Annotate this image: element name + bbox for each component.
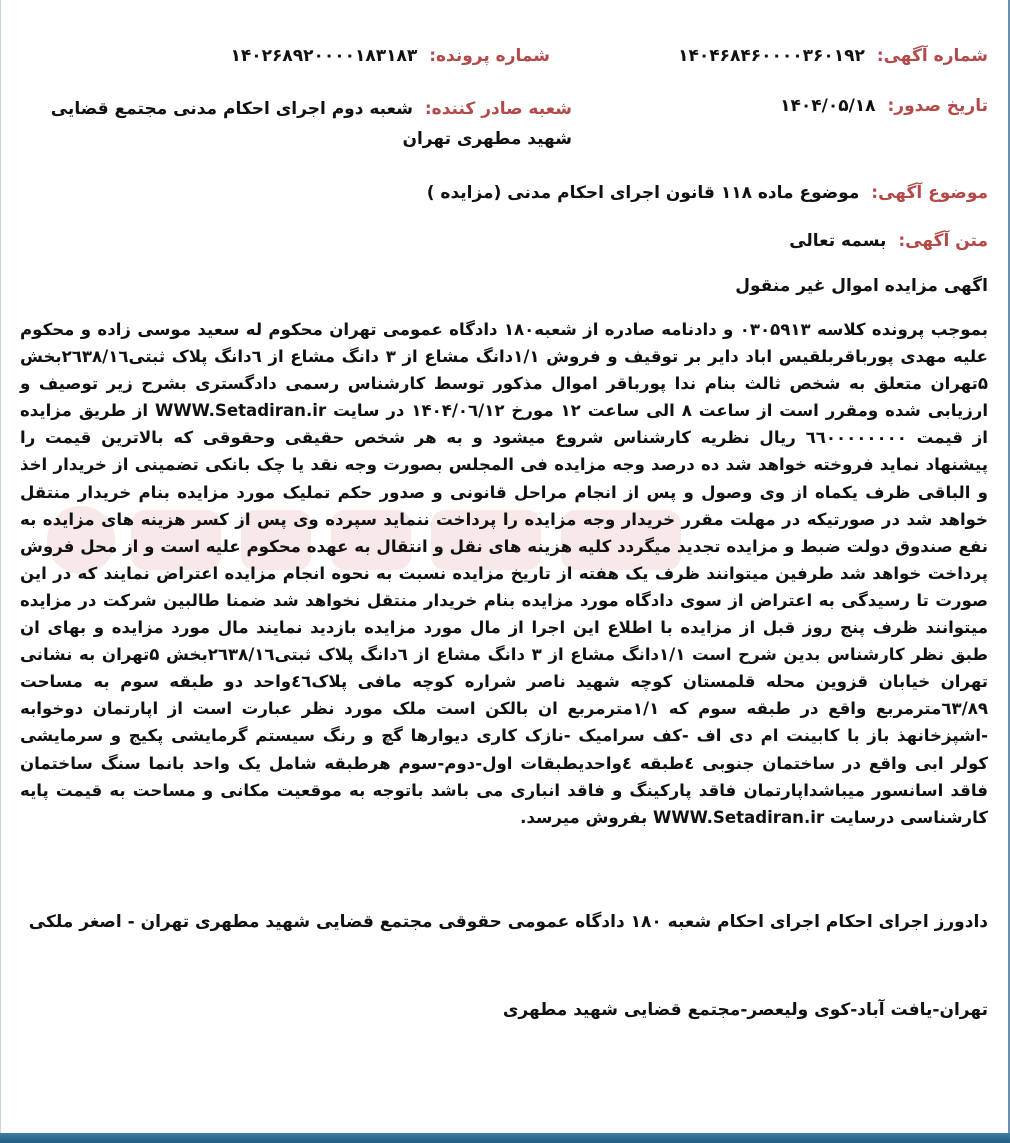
signature-line: دادورز اجرای احکام اجرای احکام شعبه ۱۸۰ دادگاه عمومی حقوقی مجتمع قضایی شهید مطهری تهران - اصغر ملکی (28, 912, 988, 932)
ad-number-row (678, 44, 988, 68)
issue-date-label: تاریخ صدور: (887, 96, 988, 116)
issue-date-value: ۱۴۰۴/۰۵/۱۸ (780, 96, 876, 116)
ad-title: اگهی مزایده اموال غیر منقول (735, 276, 988, 296)
case-number-row (230, 44, 550, 68)
issuing-branch-row (32, 94, 572, 154)
window-bottom-bar (0, 1133, 1010, 1143)
issuing-branch-value: شعبه دوم اجرای احکام مدنی مجتمع قضایی شهید مطهری تهران (50, 99, 572, 149)
subject-value: موضوع ماده ۱۱۸ قانون اجرای احکام مدنی (مزایده ) (426, 183, 860, 203)
court-address: تهران-یافت آباد-کوی ولیعصر-مجتمع قضایی شهید مطهری (502, 1000, 988, 1020)
subject-row (427, 181, 988, 205)
subject-label: موضوع آگهی: (871, 183, 988, 203)
case-number-label: شماره پرونده: (429, 46, 550, 66)
ad-number-label: شماره آگهی: (876, 46, 988, 66)
case-number-value: ۱۴۰۲۶۸۹۲۰۰۰۰۱۸۳۱۸۳ (230, 46, 418, 66)
ad-text-opening: بسمه تعالی (789, 231, 887, 251)
ad-number-value: ۱۴۰۴۶۸۴۶۰۰۰۰۳۶۰۱۹۲ (678, 46, 865, 66)
ad-body-text: بموجب پرونده کلاسه ۰۳۰۵۹۱۳ و دادنامه صادره از شعبه۱۸۰ دادگاه عمومی تهران محکوم له سعید موسی زاده و محکوم علیه مهدی پورباقربلقیس اباد دایر بر توقیف و فروش ۱/۱دانگ مشاع از ۳ دانگ مشاع از ٦دانگ پلاک ثبتی۲٦۳۸/۱٦بخش ۵تهران متعلق به شخص ثالث بنام ندا پورباقر اموال مذکور توسط کارشناس رسمی دادگستری بشرح زیر توصیف و ارزیابی شده ومقرر است از ساعت ۸ الی ساعت ۱۲ مورخ ۱۴۰۴/۰٦/۱۲ در سایت WWW.Setadiran.ir از طریق مزایده از قیمت ٦٦۰۰۰۰۰۰۰۰ ریال نظریه کارشناس شروع میشود و به هر شخص حقیقی وحقوقی که بالاترین قیمت را پیشنهاد نماید فروخته خواهد شد ده درصد وجه مزایده فی المجلس بصورت وجه نقد یا چک بانکی تضمینی از خریدار اخذ و الباقی ظرف یکماه از وی وصول و پس از انجام مراحل قانونی و صدور حکم تملیک مورد مزایده بنام خریدار منتقل خواهد شد در صورتیکه در مهلت مقرر خریدار وجه مزایده را پرداخت ننماید سپرده وی پس از کسر هزینه های مزایده به نفع صندوق دولت ضبط و مزایده تجدید میگردد کلیه هزینه های نقل و انتقال به عهده محکوم علیه است و از محل فروش پرداخت خواهد شد طرفین میتوانند ظرف یک هفته از تاریخ مزایده نسبت به نحوه انجام مزایده اعتراض نمایند که در این صورت تا رسیدگی به اعتراض از سوی دادگاه مورد مزایده بنام خریدار منتقل نخواهد شد ضمنا طالبین شرکت در مزایده میتوانند ظرف پنج روز قبل از مزایده با اطلاع این اجرا از مال مورد مزایده بازدید نمایند مال مورد مزایده و بهای ان طبق نظر کارشناس بدین شرح است ۱/۱دانگ مشاع از ۳ دانگ مشاع از ٦دانگ پلاک ثبتی۲٦۳۸/۱٦بخش ۵تهران به نشانی تهران خیابان قزوین محله قلمستان کوچه شهید ناصر شراره کوچه مافی پلاک٤٦واحد دو طبقه سوم به مساحت ٦۳/۸۹مترمربع واقع در طبقه سوم که ۱/۱مترمربع ان بالکن است ملک مورد نظر عبارت است از اپارتمان دوخوابه -اشپزخانهذ باز با کابینت ام دی اف -کف سرامیک -نازک کاری دیوارها گچ و رنگ سیستم گرمایشی پکیج و سرمایشی کولر ابی واقع در ساختمان جنوبی ٤طبقه ٤واحدیطبقات اول-دوم-سوم هرطبقه شامل یک واحد بانما سنگ ساختمان فاقد اسانسور میباشداپارتمان فاقد پارکینگ و فاقد انباری می باشد باتوجه به موقعیت مکانی و مساحت به قیمت پایه کارشناسی درسایت WWW.Setadiran.ir بفروش میرسد. (20, 320, 989, 827)
ad-text-label: متن آگهی: (898, 231, 988, 251)
ad-text-row (789, 229, 988, 253)
issuing-branch-label: شعبه صادر کننده: (424, 99, 572, 119)
issue-date-row (780, 94, 988, 118)
